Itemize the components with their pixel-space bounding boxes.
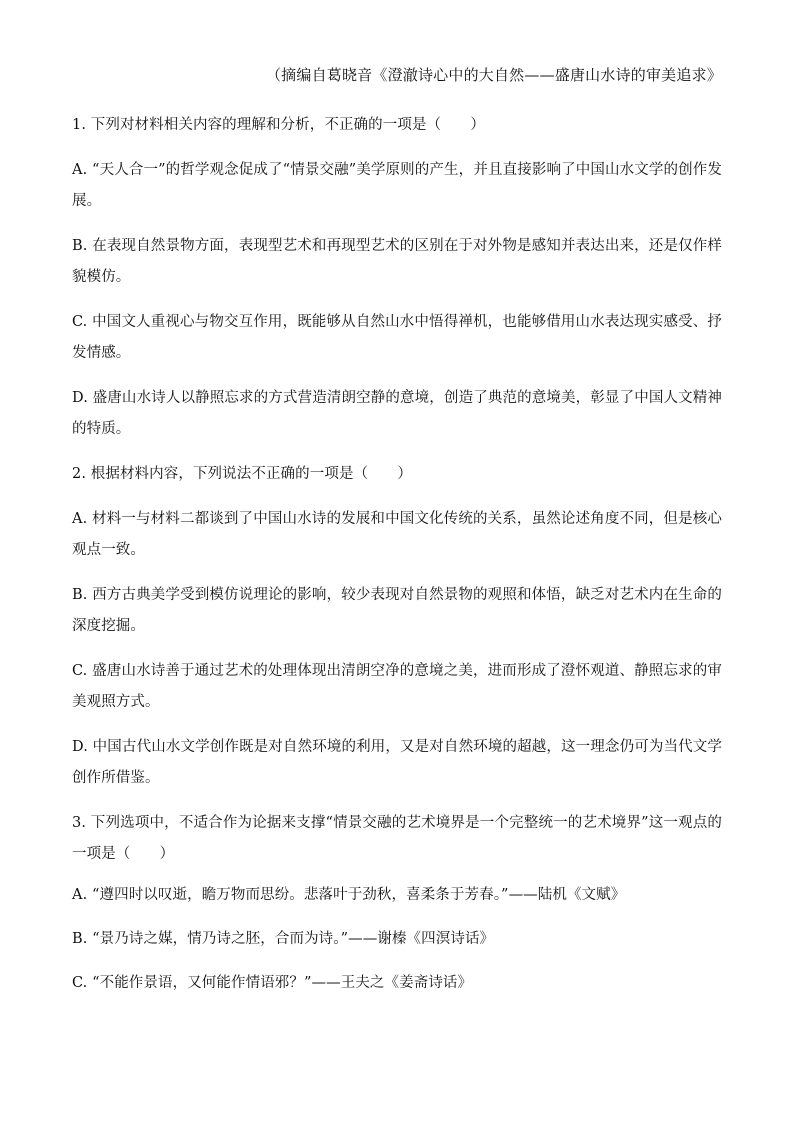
option-b: B. 在表现自然景物方面，表现型艺术和再现型艺术的区别在于对外物是感知并表达出来，还是仅作样貌模仿。 <box>72 238 722 285</box>
question-1 <box>72 110 722 445</box>
question-stem: 2. 根据材料内容，下列说法不正确的一项是（ ） <box>72 466 412 482</box>
source-citation: （摘编自葛晓音《澄澈诗心中的大自然——盛唐山水诗的审美追求》 <box>265 66 722 84</box>
option-a: A. “天人合一”的哲学观念促成了“情景交融”美学原则的产生，并且直接影响了中国山水文学的创作发展。 <box>72 162 722 209</box>
question-stem: 3. 下列选项中，不适合作为论据来支撑“情景交融的艺术境界是一个完整统一的艺术境界”这一观点的一项是（ ） <box>72 815 722 862</box>
option-c: C. 中国文人重视心与物交互作用，既能够从自然山水中悟得禅机，也能够借用山水表达现实感受、抒发情感。 <box>72 314 722 361</box>
option-d: D. 中国古代山水文学创作既是对自然环境的利用，又是对自然环境的超越，这一理念仍可为当代文学创作所借鉴。 <box>72 739 722 786</box>
option-c: C. “不能作景语，又何能作情语邪？”——王夫之《姜斋诗话》 <box>72 975 473 991</box>
option-d: D. 盛唐山水诗人以静照忘求的方式营造清朗空静的意境，创造了典范的意境美，彰显了中国人文精神的特质。 <box>72 390 722 437</box>
option-c: C. 盛唐山水诗善于通过艺术的处理体现出清朗空净的意境之美，进而形成了澄怀观道、静照忘求的审美观照方式。 <box>72 663 722 710</box>
option-a: A. 材料一与材料二都谈到了中国山水诗的发展和中国文化传统的关系，虽然论述角度不同，但是核心观点一致。 <box>72 511 722 558</box>
questions-section <box>72 110 722 1016</box>
option-a: A. “遵四时以叹逝，瞻万物而思纷。悲落叶于劲秋，喜柔条于芳春。”——陆机《文赋》 <box>72 887 626 903</box>
question-2 <box>72 459 722 794</box>
question-stem: 1. 下列对材料相关内容的理解和分析，不正确的一项是（ ） <box>72 117 485 133</box>
option-b: B. “景乃诗之媒，情乃诗之胚，合而为诗。”——谢榛《四溟诗话》 <box>72 931 495 947</box>
option-b: B. 西方古典美学受到模仿说理论的影响，较少表现对自然景物的观照和体悟，缺乏对艺术内在生命的深度挖掘。 <box>72 587 722 634</box>
question-3 <box>72 808 722 994</box>
